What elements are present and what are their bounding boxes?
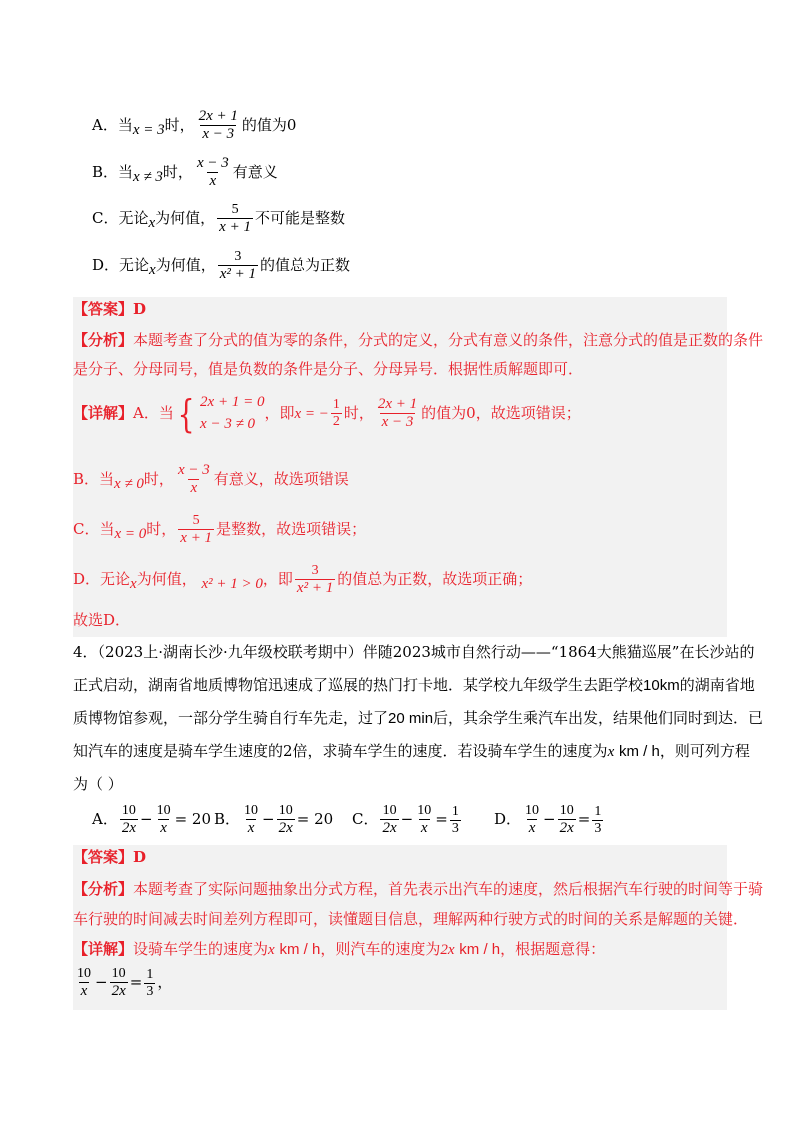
option-d-mid: 为何值，: [155, 256, 216, 275]
speed-variable: x: [607, 744, 615, 760]
fraction-numerator: 10: [121, 803, 136, 818]
minus-sign: −: [262, 810, 275, 829]
question4-line3: [73, 711, 763, 726]
equation-system: [174, 392, 265, 436]
q4-option-a: [92, 803, 211, 837]
fraction-denominator: 2x: [278, 820, 293, 837]
detail-a-fraction: [376, 396, 419, 432]
analysis-text: 本题考查了实际问题抽象出分式方程，首先表示出汽车的速度，然后根据汽车行驶的时间等于骑: [133, 880, 764, 898]
fraction-denominator: 2x: [382, 820, 397, 837]
fraction-numerator: 10: [525, 803, 540, 818]
fraction-numerator: 1: [332, 397, 340, 413]
fraction-denominator: 3: [146, 983, 154, 999]
analysis-text: 车行驶的时间减去时间差列方程即可，读懂题目信息，理解两种行驶方式的时间的关系是解题的关键．: [73, 910, 749, 928]
detail-b-mid: 时，: [143, 469, 174, 488]
fraction-denominator: 3: [451, 820, 459, 836]
equals-sign: =: [129, 973, 143, 992]
fraction-denominator: 3: [594, 820, 602, 836]
analysis-line1-q4: [73, 882, 763, 897]
option-a-prefix: A．当: [92, 115, 133, 134]
question4-line1: [73, 645, 754, 660]
system-equation-2: x − 3 ≠ 0: [200, 415, 256, 432]
detail-label: 【详解】: [73, 940, 134, 958]
fraction-numerator: 5: [231, 202, 239, 217]
detail-c-mid: 时，: [146, 520, 177, 539]
fraction-numerator: 1: [146, 966, 154, 982]
question-text: 后，其余学生乘汽车出发，结果他们同时到达．已: [433, 709, 764, 727]
detail-d-condition: x: [130, 576, 137, 593]
option-b-fraction: [195, 155, 231, 191]
option-b-suffix: 有意义: [232, 162, 278, 181]
fraction-denominator: x: [247, 820, 255, 837]
time-value: 20 min: [388, 710, 434, 727]
analysis-line2-q4: [73, 912, 748, 927]
fraction-denominator: x + 1: [180, 530, 213, 547]
question-text: 正式启动，湖南省地质博物馆迅速成了巡展的热门打卡地．某学校九年级学生去距学校: [73, 676, 644, 694]
fraction-denominator: 2x: [111, 983, 126, 1000]
detail-a-x: x = −: [294, 405, 329, 422]
minus-sign: −: [140, 810, 153, 829]
analysis-line2-q3: [73, 362, 583, 377]
fraction-denominator: x² + 1: [219, 266, 256, 283]
option-d-fraction: [218, 249, 258, 283]
detail-d-mid2: ，即: [262, 570, 293, 589]
detail-d-fraction: [295, 563, 335, 597]
q4-option-b: [214, 803, 333, 837]
option-c: [92, 202, 345, 236]
detail-d-mid: 为何值，: [136, 570, 197, 589]
fraction-denominator: x − 3: [202, 126, 235, 143]
option-a-suffix: 的值为0: [241, 115, 297, 134]
detail-d-suffix: 的值总为正数，故选项正确；: [337, 570, 533, 589]
fraction-numerator: 1: [594, 803, 602, 819]
minus-sign: −: [95, 973, 108, 992]
analysis-line1-q3: [73, 333, 763, 348]
option-a-condition: x = 3: [132, 121, 165, 138]
fraction-numerator: 2x + 1: [198, 108, 238, 124]
detail-c-prefix: C．当: [73, 520, 115, 539]
option-b-mid: 时，: [162, 162, 193, 181]
analysis-label: 【分析】: [73, 331, 134, 349]
option-d-suffix: 的值总为正数: [260, 256, 351, 275]
answer-value: D: [133, 300, 147, 318]
analysis-label: 【分析】: [73, 880, 134, 898]
half-fraction: [331, 397, 342, 430]
question-text: 质博物馆参观，一部分学生骑自行车先走，过了: [73, 709, 389, 727]
detail-c-suffix: 是整数，故选项错误；: [216, 520, 367, 539]
option-c-mid: 为何值，: [155, 209, 216, 228]
minus-sign: −: [543, 810, 556, 829]
question-text: 为（ ）: [73, 775, 123, 793]
option-label: C．: [352, 810, 379, 829]
option-b-condition: x ≠ 3: [133, 168, 163, 185]
detail-c-fraction: [178, 513, 214, 547]
question-text: ，则可列方程: [659, 742, 750, 760]
fraction-denominator: x: [209, 173, 217, 190]
fraction-denominator: x − 3: [381, 414, 414, 431]
option-c-suffix: 不可能是整数: [254, 209, 345, 228]
fraction-numerator: 10: [382, 803, 397, 818]
fraction-denominator: x + 1: [219, 219, 251, 236]
fraction-denominator: 2x: [121, 820, 137, 837]
fraction-numerator: 10: [278, 803, 293, 818]
distance-value: 10km: [643, 677, 680, 694]
fraction-denominator: x: [528, 820, 536, 837]
fraction-numerator: 3: [234, 249, 242, 264]
conclusion-q3: [73, 613, 130, 628]
question-text: 知汽车的速度是骑车学生速度的2倍，求骑车学生的速度．若设骑车学生的速度为: [73, 742, 608, 760]
equation-tail: ，: [157, 973, 173, 992]
equals-sign: =: [577, 810, 591, 829]
question-text: 4．（2023上·湖南长沙·九年级校联考期中）伴随2023城市自然行动——“1864大熊猫巡展”在长沙站的: [73, 643, 755, 661]
q4-option-c: [352, 803, 463, 837]
detail-b-q3: [73, 462, 349, 498]
fraction-denominator: x: [190, 480, 198, 497]
option-c-condition: x: [148, 215, 156, 232]
fraction-numerator: x − 3: [196, 155, 229, 171]
fraction-denominator: x: [160, 820, 167, 837]
answer-label: 【答案】: [73, 848, 134, 866]
fraction-numerator: 1: [451, 803, 459, 819]
answer-line-q4: [73, 850, 146, 865]
brace-icon: {: [177, 391, 195, 436]
detail-a-suffix: 的值为0，故选项错误；: [421, 403, 581, 422]
detail-text: 设骑车学生的速度为: [133, 940, 269, 958]
fraction-numerator: 10: [77, 966, 91, 981]
analysis-text: 本题考查了分式的值为零的条件，分式的定义，分式有意义的条件，注意分式的值是正数的条件: [133, 331, 764, 349]
detail-a-mid2: 时，: [343, 403, 374, 422]
speed-unit: km / h: [279, 941, 321, 958]
detail-b-fraction: [176, 462, 212, 498]
detail-b-suffix: 有意义，故选项错误: [213, 469, 349, 488]
fraction-numerator: 2x + 1: [377, 396, 418, 412]
speed-unit: km / h: [619, 743, 660, 760]
system-equation-1: 2x + 1 = 0: [200, 394, 265, 410]
question4-line2: [73, 678, 755, 693]
fraction-numerator: 10: [111, 966, 126, 981]
detail-b-condition: x ≠ 0: [114, 475, 144, 492]
fraction-numerator: 10: [156, 803, 171, 818]
detail-a-q3: [73, 392, 581, 436]
question-text: 的湖南省地: [679, 676, 755, 694]
detail-d-q3: [73, 563, 532, 597]
fraction-numerator: 5: [192, 513, 200, 528]
option-d: [92, 249, 350, 283]
option-d-prefix: D．无论: [92, 256, 150, 275]
fraction-denominator: x² + 1: [296, 580, 334, 597]
option-b-prefix: B．当: [92, 162, 134, 181]
answer-line-q3: [73, 302, 146, 317]
detail-b-prefix: B．当: [73, 469, 115, 488]
option-label: A．: [92, 810, 118, 829]
question4-line5: [73, 777, 123, 792]
option-a-fraction: [197, 108, 240, 144]
fraction-denominator: x: [80, 983, 88, 1000]
equals-sign: =: [435, 810, 448, 829]
option-c-prefix: C．无论: [92, 209, 149, 228]
car-speed-variable: 2x: [440, 942, 455, 958]
answer-label: 【答案】: [73, 300, 134, 318]
speed-variable: x: [268, 942, 275, 958]
fraction-numerator: 10: [559, 803, 574, 818]
detail-line-q4: [73, 942, 605, 958]
option-a-mid: 时，: [164, 115, 195, 134]
option-d-condition: x: [149, 262, 156, 279]
equation-rhs: = 20: [296, 810, 334, 829]
detail-label: 【详解】: [73, 403, 134, 422]
option-c-fraction: [217, 202, 253, 236]
option-a: [92, 108, 296, 144]
minus-sign: −: [400, 810, 414, 829]
option-label: D．: [494, 810, 522, 829]
equation-rhs: = 20: [174, 810, 212, 829]
detail-text: ，则汽车的速度为: [320, 940, 441, 958]
fraction-denominator: x: [420, 820, 428, 837]
answer-value: D: [133, 848, 147, 866]
question4-line4: [73, 744, 750, 760]
detail-a-prefix: A．当: [133, 403, 174, 422]
detail-text: ，根据题意得：: [500, 940, 606, 958]
fraction-numerator: x − 3: [177, 462, 210, 478]
fraction-numerator: 3: [311, 563, 319, 578]
fraction-denominator: 2x: [559, 820, 574, 837]
detail-c-condition: x = 0: [114, 526, 147, 543]
equation-q4: [73, 966, 172, 1000]
fraction-denominator: 2: [332, 414, 340, 430]
analysis-text: 是分子、分母同号，值是负数的条件是分子、分母异号．根据性质解题即可．: [73, 360, 584, 378]
option-label: B．: [214, 810, 241, 829]
speed-unit: km / h: [459, 941, 501, 958]
option-b: [92, 155, 278, 191]
conclusion-text: 故选D．: [73, 611, 131, 629]
fraction-numerator: 10: [244, 803, 259, 818]
detail-d-prefix: D．无论: [73, 570, 131, 589]
detail-a-mid: ，即: [264, 403, 295, 422]
q4-option-d: [494, 803, 605, 837]
detail-d-inequality: x² + 1 > 0: [201, 576, 263, 593]
fraction-numerator: 10: [417, 803, 432, 818]
detail-c-q3: [73, 513, 366, 547]
